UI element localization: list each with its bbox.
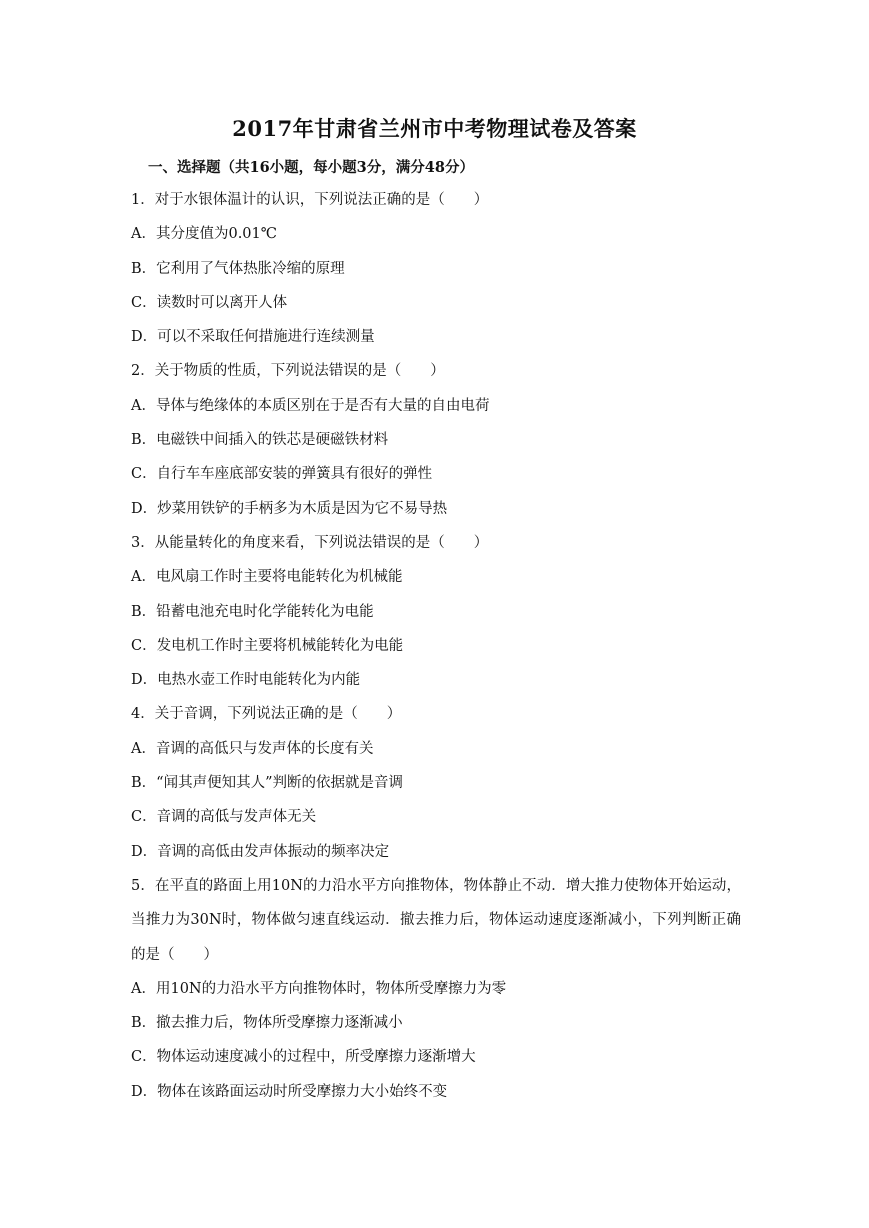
question-1-option-a: A．其分度值为0.01℃ bbox=[131, 226, 277, 243]
question-3-option-b: B．铅蓄电池充电时化学能转化为电能 bbox=[131, 603, 374, 620]
document-title: 2017年甘肃省兰州市中考物理试卷及答案 bbox=[232, 116, 637, 141]
question-1-option-b: B．它利用了气体热胀冷缩的原理 bbox=[131, 260, 345, 277]
question-5-option-b: B．撤去推力后，物体所受摩擦力逐渐减小 bbox=[131, 1015, 403, 1032]
question-2-option-c: C．自行车车座底部安装的弹簧具有很好的弹性 bbox=[131, 466, 433, 483]
question-3-option-a: A．电风扇工作时主要将电能转化为机械能 bbox=[131, 569, 403, 586]
question-4-option-a: A．音调的高低只与发声体的长度有关 bbox=[131, 740, 374, 757]
question-5-option-d: D．物体在该路面运动时所受摩擦力大小始终不变 bbox=[131, 1083, 448, 1100]
question-5-stem: 5．在平直的路面上用10N的力沿水平方向推物体，物体静止不动．增大推力使物体开始运动，当推力为30N时，物体做匀速直线运动．撤去推力后，物体运动速度逐渐减小，下列判断正确的是（ ） bbox=[131, 877, 741, 963]
question-3-option-c: C．发电机工作时主要将机械能转化为电能 bbox=[131, 637, 404, 654]
question-5-option-a: A．用10N的力沿水平方向推物体时，物体所受摩擦力为零 bbox=[131, 980, 507, 997]
question-2-stem: 2．关于物质的性质，下列说法错误的是（ ） bbox=[131, 363, 445, 380]
section-heading: 一、选择题（共16小题，每小题3分，满分48分） bbox=[148, 159, 474, 176]
question-4-option-c: C．音调的高低与发声体无关 bbox=[131, 809, 317, 826]
question-2-option-b: B．电磁铁中间插入的铁芯是硬磁铁材料 bbox=[131, 432, 389, 449]
question-3-stem: 3．从能量转化的角度来看，下列说法错误的是（ ） bbox=[131, 534, 489, 551]
question-1-option-c: C．读数时可以离开人体 bbox=[131, 294, 288, 311]
question-3-option-d: D．电热水壶工作时电能转化为内能 bbox=[131, 672, 361, 689]
question-4-option-b: B．“闻其声便知其人”判断的依据就是音调 bbox=[131, 775, 403, 792]
question-4-option-d: D．音调的高低由发声体振动的频率决定 bbox=[131, 843, 390, 860]
question-list bbox=[131, 188, 741, 1114]
question-1-stem: 1．对于水银体温计的认识，下列说法正确的是（ ） bbox=[131, 192, 489, 208]
question-4-stem: 4．关于音调，下列说法正确的是（ ） bbox=[131, 706, 402, 723]
question-2-option-d: D．炒菜用铁铲的手柄多为木质是因为它不易导热 bbox=[131, 500, 448, 517]
question-5-option-c: C．物体运动速度减小的过程中，所受摩擦力逐渐增大 bbox=[131, 1049, 476, 1066]
question-1-option-d: D．可以不采取任何措施进行连续测量 bbox=[131, 329, 375, 346]
question-2-option-a: A．导体与绝缘体的本质区别在于是否有大量的自由电荷 bbox=[131, 397, 490, 414]
